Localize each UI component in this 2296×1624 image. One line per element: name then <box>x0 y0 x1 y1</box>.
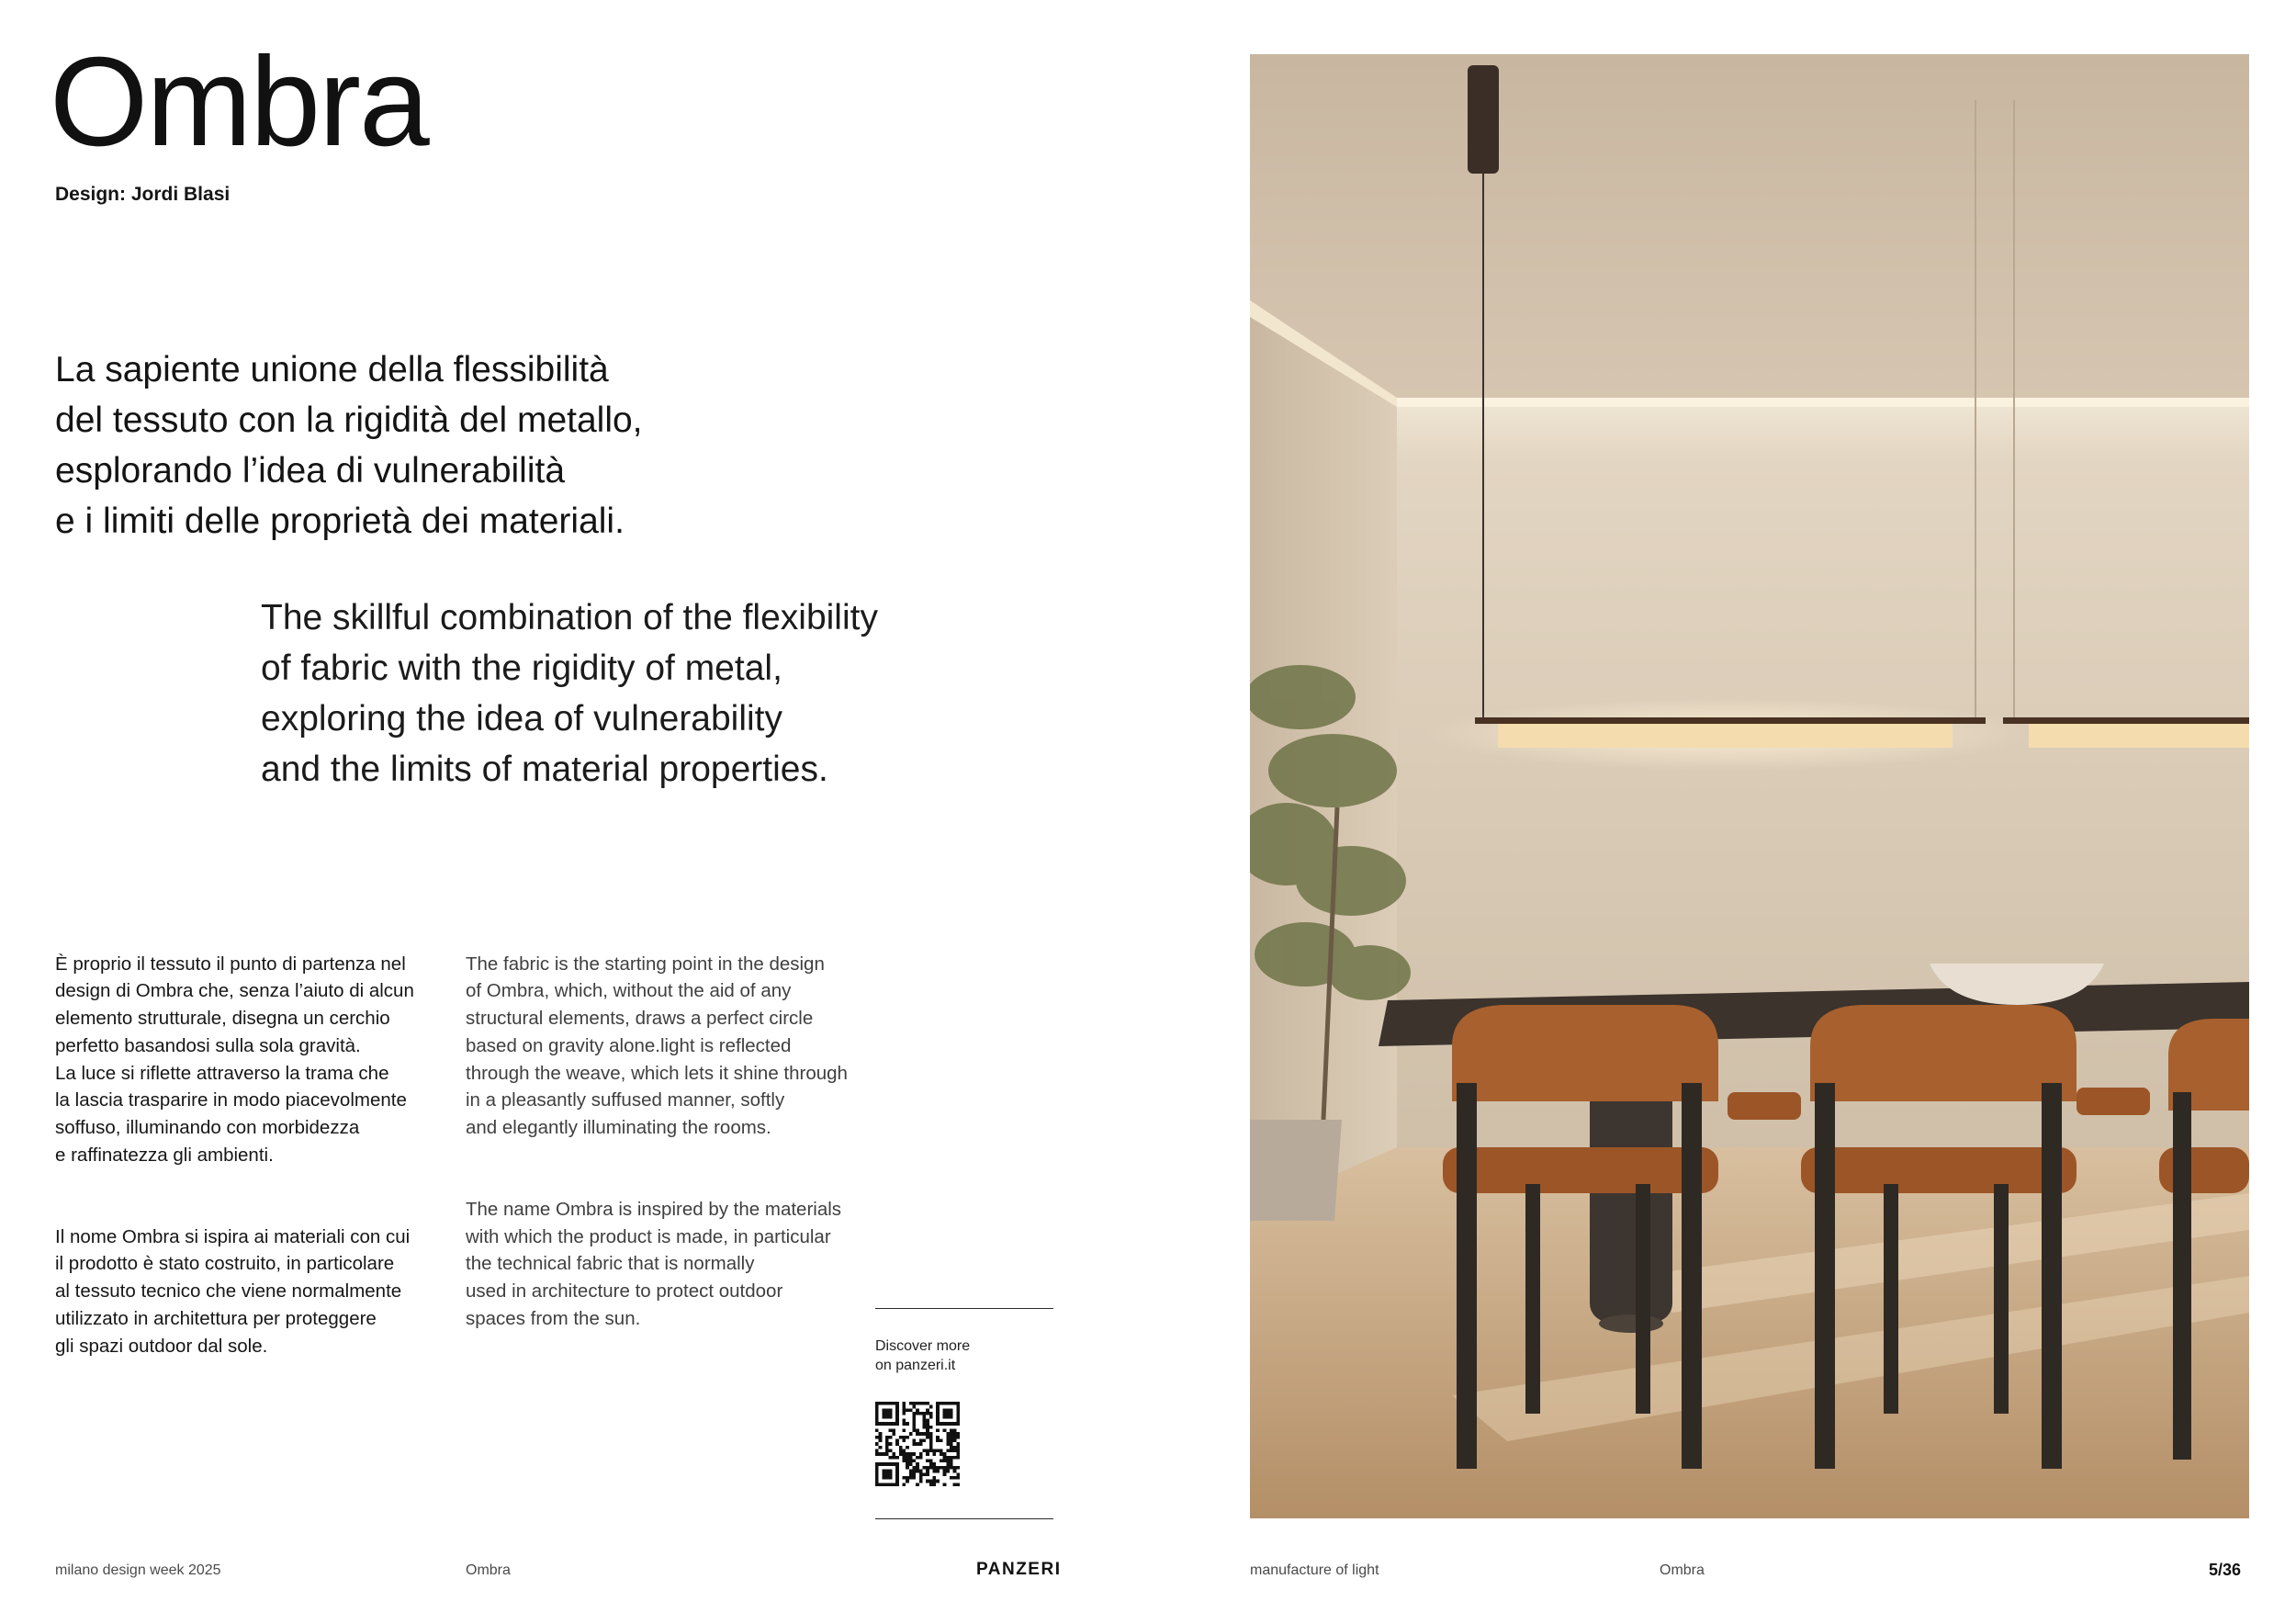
lead-italian: La sapiente unione della flessibilità del tessuto con la rigidità del metallo, esplorando l’idea di vulnerabilità e i limiti delle proprietà dei materiali. <box>55 350 643 541</box>
footer-tagline: manufacture of light <box>1250 1562 1379 1578</box>
body-english <box>466 923 861 1359</box>
product-title: Ombra <box>50 31 428 173</box>
photo-illustration <box>1250 54 2249 1518</box>
footer-event: milano design week 2025 <box>55 1562 221 1578</box>
discover-more-link[interactable]: Discover more on panzeri.it <box>875 1338 971 1373</box>
body-italian-paragraph-2: Il nome Ombra si ispira ai materiali con cui il prodotto è stato costruito, in particolare al tessuto tecnico che viene normalmente utilizzato in architettura per proteggere gli spazi outdoor dal sole. <box>55 1225 411 1357</box>
footer-product-right: Ombra <box>1660 1562 1705 1578</box>
body-english-paragraph-2: The name Ombra is inspired by the materials with which the product is made, in particular the technical fabric that is normally used in architecture to protect outdoor spaces from the sun. <box>466 1199 842 1329</box>
lead-english: The skillful combination of the flexibility of fabric with the rigidity of metal, exploring the idea of vulnerability and the limits of material properties. <box>261 598 878 789</box>
dining-room-photo <box>1250 54 2249 1518</box>
body-italian-paragraph-1: È proprio il tessuto il punto di partenza nel design di Ombra che, senza l’aiuto di alcun elemento strutturale, disegna un cerchio perfetto basandosi sulla sola gravità. La luce si riflette attraverso la trama che la lascia trasparire in modo piacevolmente soffuso, illuminando con morbidezza e raffinatezza gli ambienti. <box>55 953 414 1166</box>
body-italian <box>55 923 450 1387</box>
qr-code-icon[interactable] <box>875 1402 960 1486</box>
designer-credit: Design: Jordi Blasi <box>55 184 231 205</box>
body-english-paragraph-1: The fabric is the starting point in the design of Ombra, which, without the aid of any structural elements, draws a perfect circle based on gravity alone.light is reflected through the weave, which lets it shine through in a pleasantly suffused manner, softly and elegantly illuminating the rooms. <box>466 953 848 1138</box>
page-number: 5/36 <box>2209 1561 2242 1579</box>
qr-code-graphic <box>875 1402 960 1486</box>
cta-divider-bottom <box>875 1518 1053 1519</box>
footer-product-left: Ombra <box>466 1562 511 1578</box>
cta-divider-top <box>875 1308 1053 1309</box>
brand-logo: PANZERI <box>976 1560 1062 1579</box>
